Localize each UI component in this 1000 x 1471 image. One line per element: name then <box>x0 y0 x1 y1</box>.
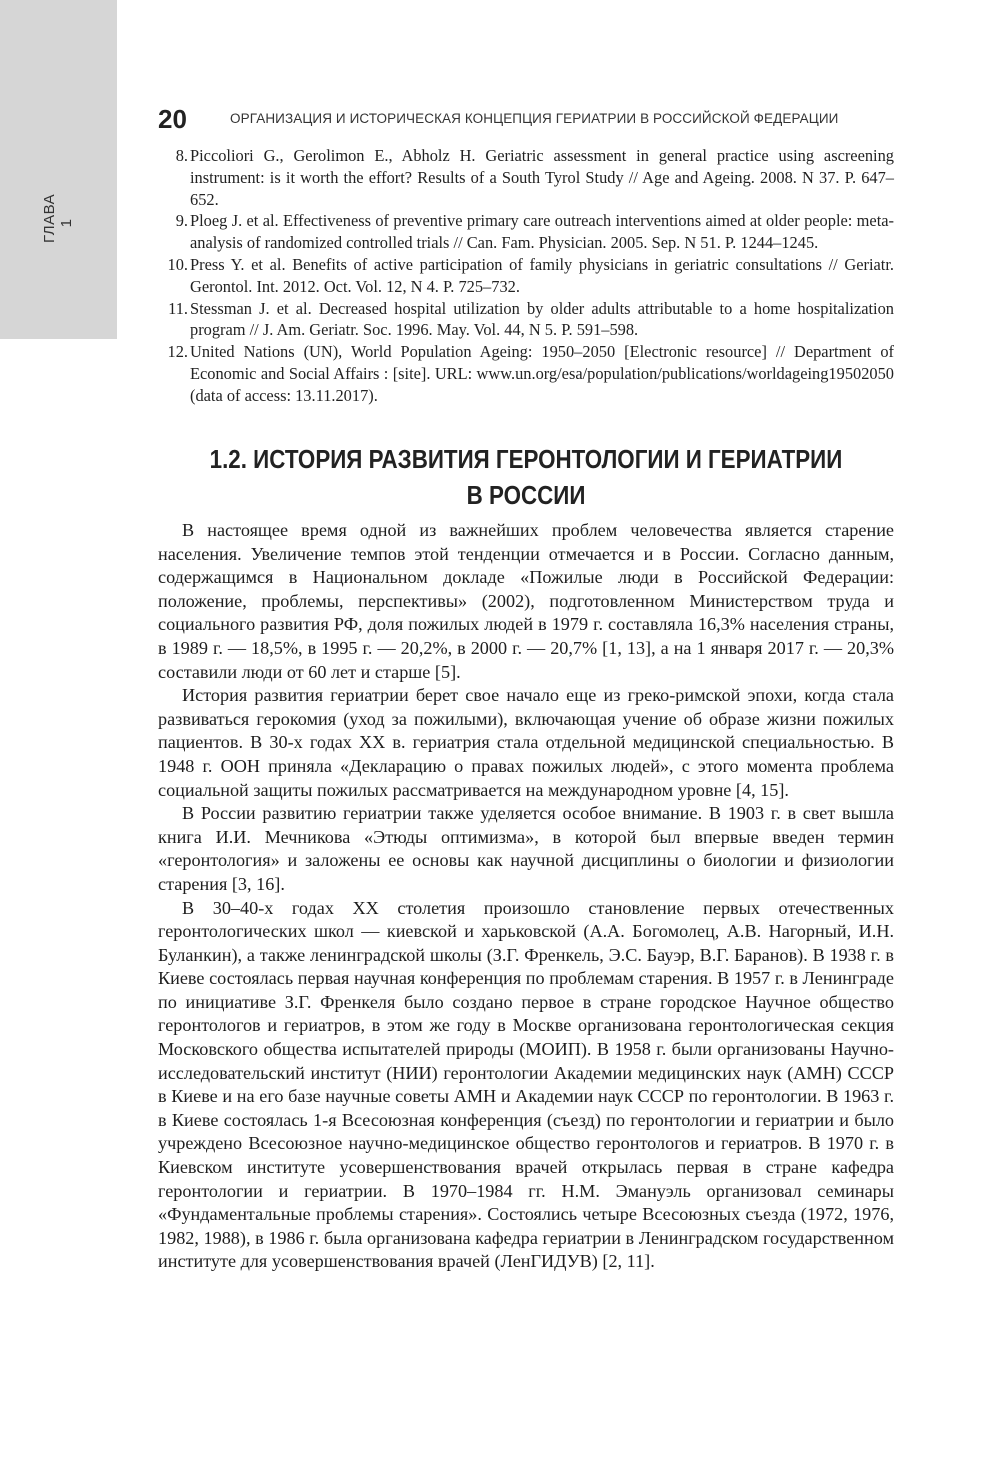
chapter-side-tab <box>0 0 117 339</box>
reference-text: United Nations (UN), World Population Ageing: 1950–2050 [Electronic resource] // Department of Economic and Social Affairs : [site]. URL: www.un.org/esa/population/publications/worldageing19502050 (data of access: 13.11.2017). <box>190 342 894 405</box>
reference-item <box>158 254 894 298</box>
chapter-label: ГЛАВА 1 <box>41 193 75 243</box>
reference-text: Ploeg J. et al. Effectiveness of preventive primary care outreach interventions aimed at older people: meta-analysis of randomized controlled trials // Can. Fam. Physician. 2005. Sep. N 51. P. 1244–1245. <box>190 211 894 253</box>
reference-number: 12. <box>167 342 188 362</box>
reference-item <box>158 145 894 210</box>
body-paragraph: В 30–40-х годах XX столетия произошло становление первых отечественных геронтологических школ — киевской и харьковской (А.А. Богомолец, А.В. Нагорный, И.Н. Буланкин), а также ленинградской школы (З.Г. Френкель, Э.С. Бауэр, В.Г. Баранов). В 1938 г. в Киеве состоялась первая научная конференция по проблемам старения. В 1957 г. в Ленинграде по инициативе З.Г. Френкеля было создано первое в стране городское Научное общество геронтологов и гериатров, в этом же году в Москве организована геронтологическая секция Московского общества испытателей природы (МОИП). В 1958 г. были организованы Научно-исследовательский институт (НИИ) геронтологии Академии медицинских наук (АМН) СССР в Киеве и на его базе научные советы АМН и Академии наук СССР по геронтологии. В 1963 г. в Киеве состоялась 1-я Всесоюзная конференция (съезд) по геронтологии и гериатрии и было учреждено Всесоюзное научно-медицинское общество геронтологов и гериатров. В 1970 г. в Киевском институте усовершенствования врачей открылась первая в стране кафедра геронтологии и гериатрии. В 1970–1984 гг. Н.М. Эмануэль организовал семинары «Фундаментальные проблемы старения». Состоялись четыре Всесоюзных съезда (1972, 1976, 1982, 1988), в 1986 г. была организована кафедра гериатрии в Ленинградском государственном институте для усовершенствования врачей (ЛенГИДУВ) [2, 11]. <box>158 897 894 1272</box>
reference-list <box>158 145 894 407</box>
body-paragraph: История развития гериатрии берет свое начало еще из греко-римской эпохи, когда стала развиваться герокомия (уход за пожилыми), включающая учение об образе жизни пожилых пациентов. В 30-х годах XX в. гериатрия стала отдельной медицинской специальностью. В 1948 г. ООН приняла «Декларацию о правах пожилых людей», с этого момента проблема социальной защиты пожилых рассматривается на международном уровне [4, 15]. <box>158 685 894 800</box>
reference-text: Stessman J. et al. Decreased hospital utilization by older adults attributable to a home hospitalization program // J. Am. Geriatr. Soc. 1996. May. Vol. 44, N 5. P. 591–598. <box>190 298 894 340</box>
section-heading-line-1: 1.2. ИСТОРИЯ РАЗВИТИЯ ГЕРОНТОЛОГИИ И ГЕРИАТРИИ <box>209 444 843 474</box>
reference-text: Press Y. et al. Benefits of active participation of family physicians in geriatric consultations // Geriatr. Gerontol. Int. 2012. Oct. Vol. 12, N 4. P. 725–732. <box>190 254 894 296</box>
reference-text: Piccoliori G., Gerolimon E., Abholz H. Geriatric assessment in general practice using ascreening instrument: is it worth the effort? Results of a South Tyrol Study // Age and Ageing. 2008. N 37. P. 647–652. <box>190 146 894 209</box>
page-number: 20 <box>158 104 187 134</box>
reference-item <box>158 298 894 342</box>
reference-number: 9. <box>175 211 188 231</box>
body-paragraph: В России развитию гериатрии также уделяется особое внимание. В 1903 г. в свет вышла книга И.И. Мечникова «Этюды оптимизма», в которой был впервые введен термин «геронтология» и заложены ее основы как научной дисциплины о биологии и физиологии старения [3, 16]. <box>158 803 894 894</box>
reference-number: 8. <box>175 146 188 165</box>
reference-number: 10. <box>167 254 188 274</box>
reference-item <box>158 341 894 406</box>
section-body <box>158 519 894 1274</box>
reference-number: 11. <box>168 298 188 318</box>
running-header: ОРГАНИЗАЦИЯ И ИСТОРИЧЕСКАЯ КОНЦЕПЦИЯ ГЕРИАТРИИ В РОССИЙСКОЙ ФЕДЕРАЦИИ <box>230 111 839 126</box>
section-heading <box>210 441 843 513</box>
section-heading-line-2: В РОССИИ <box>466 480 586 510</box>
body-paragraph: В настоящее время одной из важнейших проблем человечества является старение населения. Увеличение темпов этой тенденции отмечается и в России. Согласно данным, содержащимся в Национальном докладе «Пожилые люди в Российской Федерации: положение, проблемы, перспективы» (2002), подготовленном Министерством труда и социального развития РФ, доля пожилых людей в 1979 г. составляла 16,3% населения страны, в 1989 г. — 18,5%, в 1995 г. — 20,2%, в 2000 г. — 20,7% [1, 13], а на 1 января 2017 г. — 20,3% составили люди от 60 лет и старше [5]. <box>158 520 894 682</box>
reference-item <box>158 210 894 254</box>
